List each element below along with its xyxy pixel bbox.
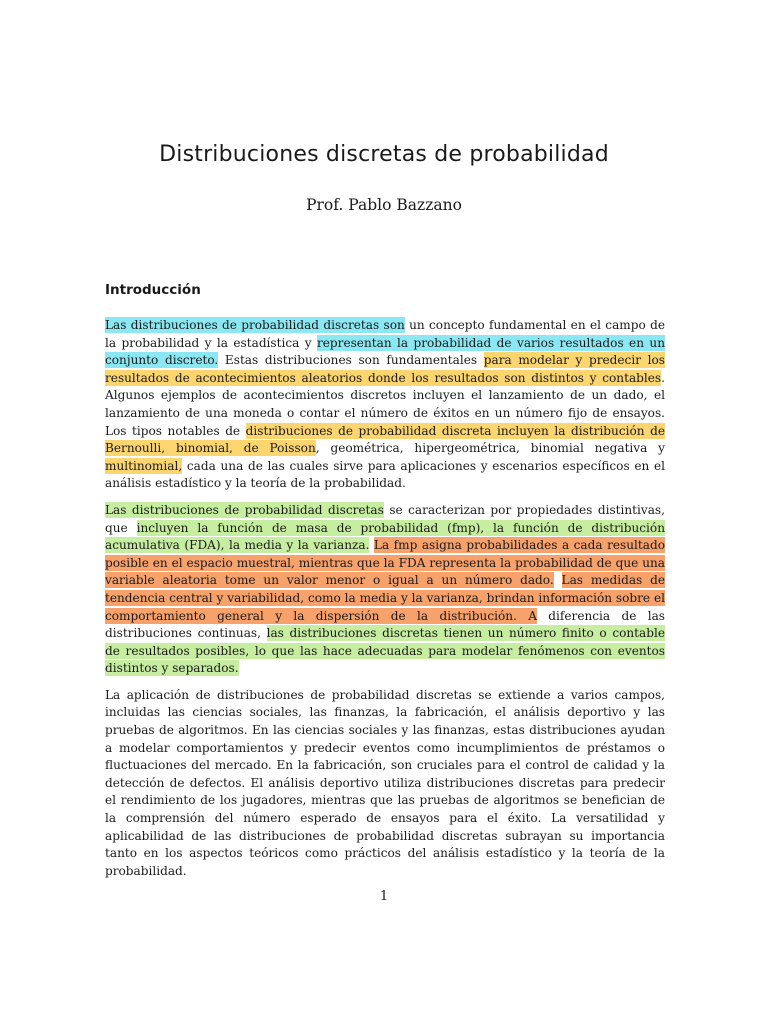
section-heading: Introducción bbox=[105, 282, 201, 298]
text-segment: cada una de las cuales sirve para aplicaciones y escenarios específicos en el análisis estadístico y la teoría de la probabilidad. bbox=[105, 458, 665, 491]
page-number: 1 bbox=[379, 889, 389, 904]
text-segment bbox=[554, 573, 562, 587]
text-segment: un concepto fundamental en el campo de la probabilidad y la estadística y bbox=[105, 318, 665, 350]
highlighted-text-green: Las distribuciones de probabilidad discretas bbox=[105, 502, 384, 517]
highlighted-text-orange: multinomial, bbox=[105, 458, 183, 473]
highlighted-text-cyan: representan la probabilidad de varios resultados en un conjunto discreto. bbox=[105, 335, 665, 368]
text-segment: . Algunos ejemplos de acontecimientos discretos incluyen el lanzamiento de un dado, el lanzamiento de una moneda o contar el número de éxitos en un número fijo de ensayos. Los tipos notables de bbox=[105, 370, 665, 438]
highlighted-text-salmon: La fmp asigna probabilidades a cada resultado posible en el espacio muestral, mientras que la FDA representa la probabilidad de que una variable aleatoria tome un valor menor o igual a un número dado. bbox=[105, 538, 665, 588]
highlighted-text-salmon: Las medidas de tendencia central y variabilidad, como la media y la varianza, brindan información sobre el comportamiento general y la dispersión de la distribución. A bbox=[105, 573, 665, 623]
text-segment: diferencia de las distribuciones continuas, bbox=[105, 608, 665, 641]
paragraph-properties bbox=[105, 502, 665, 678]
document-title: Distribuciones discretas de probabilidad bbox=[159, 142, 609, 167]
highlighted-text-green: incluyen la función de masa de probabilidad (fmp), la función de distribución acumulativa (FDA), la media y la varianza. bbox=[105, 520, 665, 553]
body-text bbox=[105, 317, 665, 889]
highlighted-text-orange: distribuciones de probabilidad discreta incluyen la distribución de Bernoulli, binomial, de Poisson bbox=[105, 423, 665, 456]
text-segment: Estas distribuciones son fundamentales bbox=[218, 353, 484, 368]
text-segment: La aplicación de distribuciones de probabilidad discretas se extiende a varios campos, incluidas las ciencias sociales, las finanzas, la fabricación, el análisis deportivo y las pruebas de algoritmos. En las ciencias sociales y las finanzas, estas distribuciones ayudan a modelar comportamientos y predecir eventos como incumplimientos de préstamos o fluctuaciones del mercado. En la fabricación, son cruciales para el control de calidad y la detección de defectos. El análisis deportivo utiliza distribuciones discretas para predecir el rendimiento de los jugadores, mientras que las pruebas de algoritmos se benefician de la comprensión del número esperado de ensayos para el éxito. La versatilidad y aplicabilidad de las distribuciones de probabilidad discretas subrayan su importancia tanto en los aspectos teóricos como prácticos del análisis estadístico y la teoría de la probabilidad. bbox=[105, 687, 665, 878]
text-segment: se caracterizan por propiedades distintivas, que bbox=[105, 502, 665, 535]
paragraph-applications bbox=[105, 687, 665, 881]
highlighted-text-orange: para modelar y predecir los resultados de acontecimientos aleatorios donde los resultados son distintos y contables bbox=[105, 353, 665, 385]
document-author: Prof. Pablo Bazzano bbox=[306, 196, 462, 214]
highlighted-text-green: las distribuciones discretas tienen un número finito o contable de resultados posibles, lo que las hace adecuadas para modelar fenómenos con eventos distintos y separados. bbox=[105, 626, 665, 676]
highlighted-text-cyan: Las distribuciones de probabilidad discretas son bbox=[105, 318, 405, 332]
text-segment: , geométrica, hipergeométrica, binomial negativa y bbox=[315, 441, 666, 456]
paragraph-intro bbox=[105, 317, 665, 493]
